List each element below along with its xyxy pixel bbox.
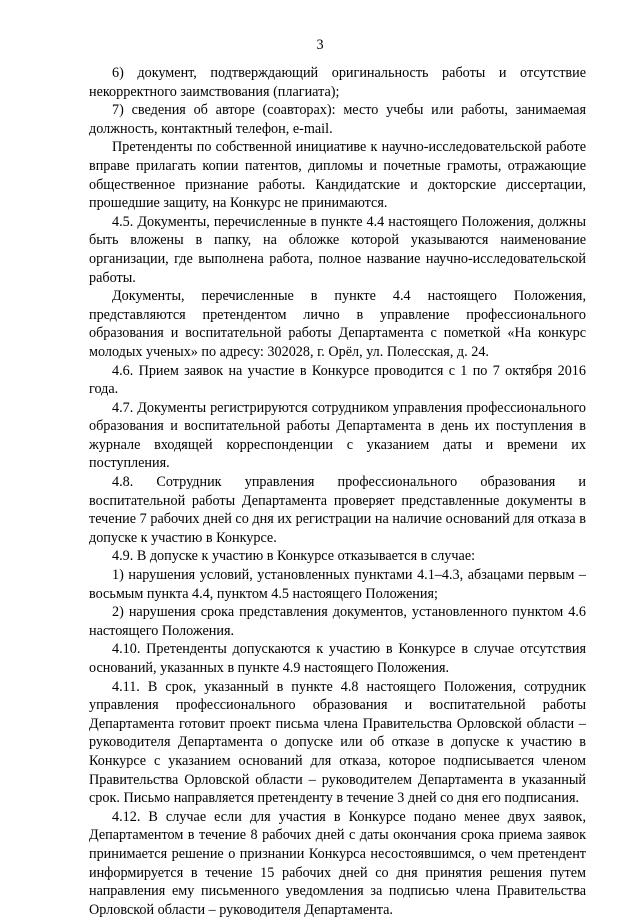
paragraph-4-9-item-2: 2) нарушения срока представления документов, установленного пунктом 4.6 настоящего Положения. (89, 604, 586, 639)
paragraph-4-12: 4.12. В случае если для участия в Конкурсе подано менее двух заявок, Департаментом в течение 8 рабочих дней с даты окончания срока приема заявок принимается решение о признании Конкурса несостоявшимся, о чем претендент информируется в течение 15 рабочих дней со дня принятия решения путем направления ему письменного уведомления за подписью члена Правительства Орловской области – руководителя Департамента. (89, 808, 586, 918)
paragraph-item-7: 7) сведения об авторе (соавторах): место учебы или работы, занимаемая должность, контактный телефон, e-mail. (89, 102, 586, 137)
paragraph-4-9: 4.9. В допуске к участию в Конкурсе отказывается в случае: (112, 548, 476, 565)
paragraph-4-5-submission: Документы, перечисленные в пункте 4.4 настоящего Положения, представляются претендентом лично в управление профессионального образования и воспитательной работы Департамента с пометкой «На конкурс молодых ученых» по адресу: 302028, г. Орёл, ул. Полесская, д. 24. (89, 288, 586, 360)
paragraph-4-11: 4.11. В срок, указанный в пункте 4.8 настоящего Положения, сотрудник управления профессионального образования и воспитательной работы Департамента готовит проект письма члена Правительства Орловской области – руководителя Департамента о допуске или об отказе в допуске к участию в Конкурсе с указанием оснований для отказа, которое подписывается членом Правительства Орловской области – руководителем Департамента в указанный срок. Письмо направляется претенденту в течение 3 дней со дня его подписания. (89, 678, 586, 807)
page-number: 3 (316, 37, 324, 53)
paragraph-applicant-initiative: Претенденты по собственной инициативе к научно-исследовательской работе вправе прилагать копии патентов, дипломы и почетные грамоты, отражающие общественное признание работы. Кандидатские и докторские диссертации, прошедшие защиту, на Конкурс не принимаются. (89, 139, 586, 212)
paragraph-4-8: 4.8. Сотрудник управления профессионального образования и воспитательной работы Департамента проверяет представленные документы в течение 7 рабочих дней со дня их регистрации на наличие оснований для отказа в допуске к участию в Конкурсе. (89, 474, 586, 546)
paragraph-4-10: 4.10. Претенденты допускаются к участию в Конкурсе в случае отсутствия оснований, указанных в пункте 4.9 настоящего Положения. (89, 641, 586, 676)
paragraph-4-9-item-1: 1) нарушения условий, установленных пунктами 4.1–4.3, абзацами первым – восьмым пункта 4.4, пунктом 4.5 настоящего Положения; (89, 567, 586, 602)
paragraph-4-7: 4.7. Документы регистрируются сотрудником управления профессионального образования и воспитательной работы Департамента в день их поступления в журнале входящей корреспонденции с указанием даты и времени их поступления. (89, 399, 586, 472)
paragraph-4-6: 4.6. Прием заявок на участие в Конкурсе проводится с 1 по 7 октября 2016 года. (89, 362, 586, 398)
document-body (89, 64, 586, 919)
paragraph-4-5: 4.5. Документы, перечисленные в пункте 4.4 настоящего Положения, должны быть вложены в папку, на обложке которой указываются наименование организации, где выполнена работа, полное название научно-исследовательской работы. (89, 213, 586, 286)
paragraph-item-6: 6) документ, подтверждающий оригинальность работы и отсутствие некорректного заимствования (плагиата); (89, 65, 586, 100)
